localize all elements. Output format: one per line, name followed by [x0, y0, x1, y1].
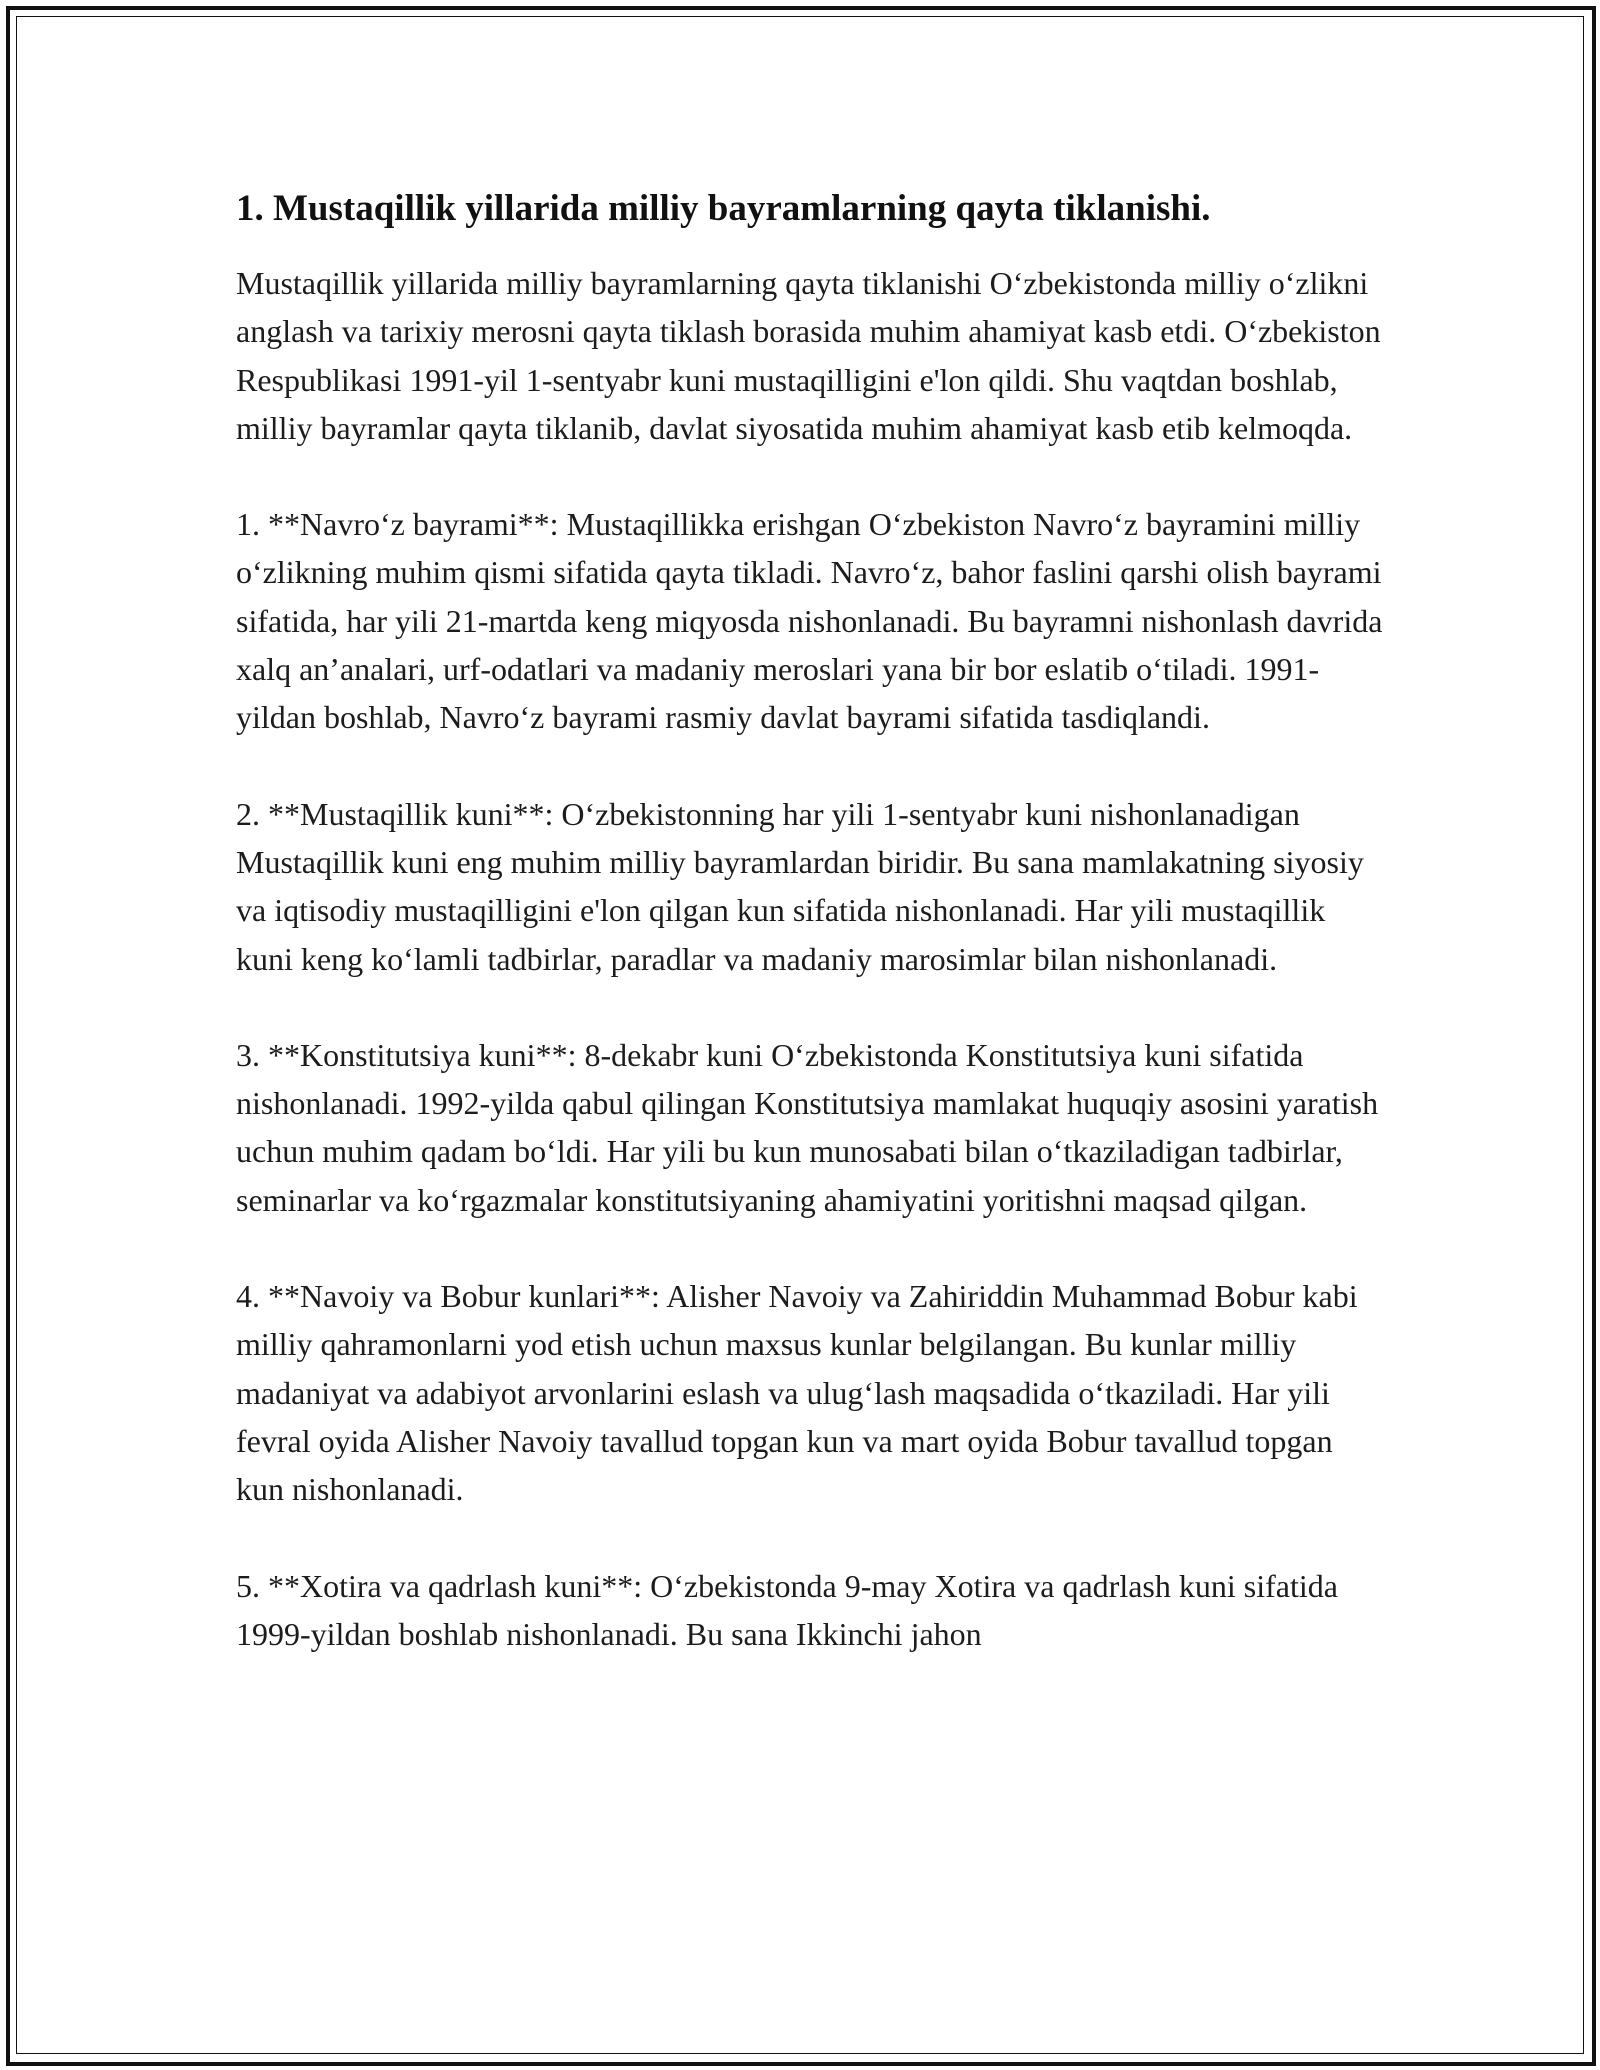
list-item-xotira-kuni: 5. **Xotira va qadrlash kuni**: O‘zbekistonda 9-may Xotira va qadrlash kuni sifatida 1999-yildan boshlab nishonlanadi. Bu sana Ikkinchi jahon	[236, 1567, 1338, 1652]
list-item-navroz: 1. **Navro‘z bayrami**: Mustaqillikka erishgan O‘zbekiston Navro‘z bayramini milliy o‘zlikning muhim qismi sifatida qayta tikladi. Navro‘z, bahor faslini qarshi olish bayrami sifatida, har yili 21-martda keng miqyosda nishonlanadi. Bu bayramni nishonlash davrida xalq an’analari, urf-odatlari va madaniy meroslari yana bir bor eslatib o‘tiladi. 1991-yildan boshlab, Navro‘z bayrami rasmiy davlat bayrami sifatida tasdiqlandi.	[236, 506, 1383, 736]
list-item-mustaqillik-kuni: 2. **Mustaqillik kuni**: O‘zbekistonning har yili 1-sentyabr kuni nishonlanadigan Mustaqillik kuni eng muhim milliy bayramlardan biridir. Bu sana mamlakatning siyosiy va iqtisodiy mustaqilligini e'lon qilgan kun sifatida nishonlanadi. Har yili mustaqillik kuni keng ko‘lamli tadbirlar, paradlar va madaniy marosimlar bilan nishonlanadi.	[236, 795, 1364, 977]
intro-paragraph: Mustaqillik yillarida milliy bayramlarning qayta tiklanishi O‘zbekistonda milliy o‘zlikni anglash va tarixiy merosni qayta tiklash borasida muhim ahamiyat kasb etdi. O‘zbekiston Respublikasi 1991-yil 1-sentyabr kuni mustaqilligini e'lon qildi. Shu vaqtdan boshlab, milliy bayramlar qayta tiklanib, davlat siyosatida muhim ahamiyat kasb etib kelmoqda.	[236, 265, 1381, 446]
list-item-konstitutsiya-kuni: 3. **Konstitutsiya kuni**: 8-dekabr kuni O‘zbekistonda Konstitutsiya kuni sifatida nishonlanadi. 1992-yilda qabul qilingan Konstitutsiya mamlakat huquqiy asosini yaratish uchun muhim qadam bo‘ldi. Har yili bu kun munosabati bilan o‘tkaziladigan tadbirlar, seminarlar va ko‘rgazmalar konstitutsiyaning ahamiyatini yoritishni maqsad qilgan.	[236, 1036, 1379, 1218]
list-item-navoiy-bobur-kunlari: 4. **Navoiy va Bobur kunlari**: Alisher Navoiy va Zahiriddin Muhammad Bobur kabi milliy qahramonlarni yod etish uchun maxsus kunlar belgilangan. Bu kunlar milliy madaniyat va adabiyot arvonlarini eslash va ulug‘lash maqsadida o‘tkaziladi. Har yili fevral oyida Alisher Navoiy tavallud topgan kun va mart oyida Bobur tavallud topgan kun nishonlanadi.	[236, 1278, 1358, 1508]
section-heading: 1. Mustaqillik yillarida milliy bayramlarning qayta tiklanishi.	[236, 188, 1211, 229]
document-body	[236, 185, 1386, 1706]
